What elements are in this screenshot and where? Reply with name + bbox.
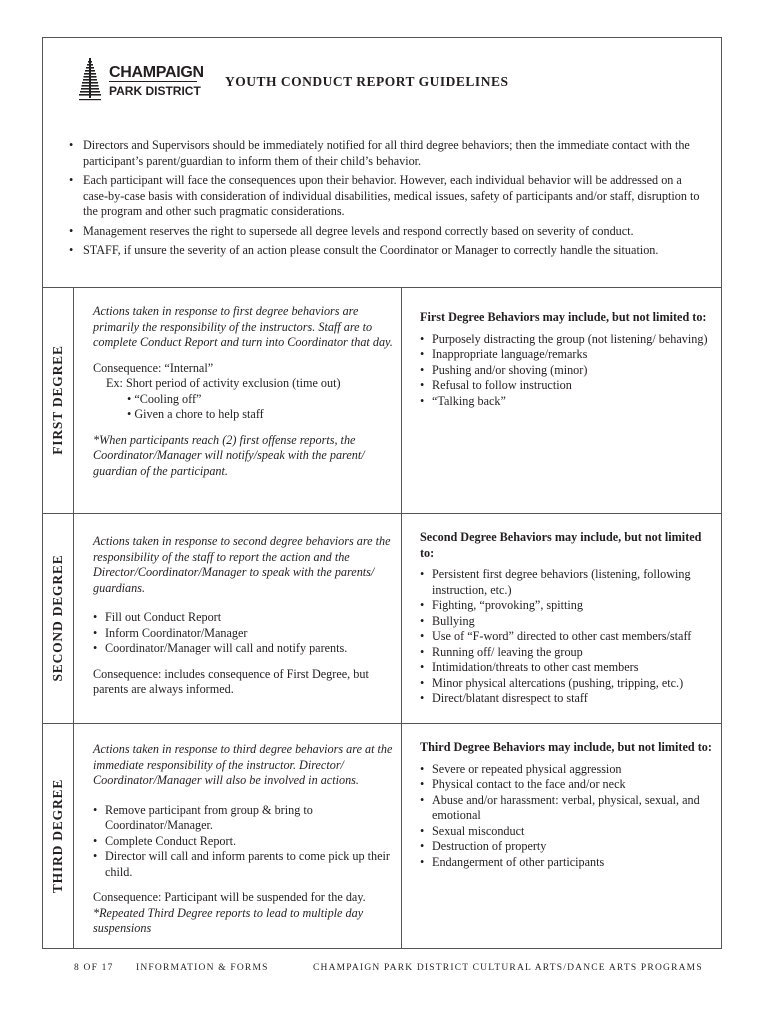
list-item: • Persistent first degree behaviors (listening, following instruction, etc.) bbox=[420, 567, 715, 598]
list-item: • Inappropriate language/remarks bbox=[420, 347, 715, 363]
page-frame bbox=[42, 37, 722, 949]
list-item: • Bullying bbox=[420, 614, 715, 630]
pine-tree-icon bbox=[79, 58, 101, 102]
first-sub-item: • “Cooling off” bbox=[93, 392, 393, 408]
list-item: • Sexual misconduct bbox=[420, 824, 715, 840]
header bbox=[43, 38, 721, 132]
footer-program: CHAMPAIGN PARK DISTRICT CULTURAL ARTS/DANCE ARTS PROGRAMS bbox=[313, 963, 703, 973]
second-degree-label: SECOND DEGREE bbox=[50, 554, 65, 682]
second-consequence: Consequence: includes consequence of First Degree, but parents are always informed. bbox=[93, 666, 369, 696]
second-degree-actions bbox=[93, 534, 393, 698]
first-behaviors-title: First Degree Behaviors may include, but not limited to: bbox=[420, 310, 707, 324]
list-item: • Physical contact to the face and/or neck bbox=[420, 777, 715, 793]
list-item: • Coordinator/Manager will call and notify parents. bbox=[93, 641, 393, 657]
logo-line-2: PARK DISTRICT bbox=[109, 84, 201, 98]
first-consequence: Consequence: “Internal” bbox=[93, 360, 214, 375]
footer-page-number: 8 OF 17 bbox=[74, 963, 114, 973]
list-item: • Destruction of property bbox=[420, 839, 715, 855]
second-actions-text: Actions taken in response to second degree behaviors are the responsibility of the staff to report the action and the Director/Coordinator/Manager to speak with the parents/ guardians. bbox=[93, 534, 391, 595]
page-title: YOUTH CONDUCT REPORT GUIDELINES bbox=[225, 74, 509, 89]
list-item: • Director will call and inform parents to come pick up their child. bbox=[93, 849, 393, 880]
second-degree-behaviors bbox=[420, 530, 715, 707]
third-degree-actions bbox=[93, 742, 393, 937]
third-consequence bbox=[93, 890, 393, 937]
first-note: *When participants reach (2) first offense reports, the Coordinator/Manager will notify/speak with the parent/ guardian of the participant. bbox=[93, 432, 365, 478]
first-degree-section bbox=[43, 287, 721, 513]
list-item: • Running off/ leaving the group bbox=[420, 645, 715, 661]
list-item: • Fill out Conduct Report bbox=[93, 610, 393, 626]
third-consequence-note: *Repeated Third Degree reports to lead to multiple day suspensions bbox=[93, 905, 364, 935]
list-item: • Intimidation/threats to other cast members bbox=[420, 660, 715, 676]
third-degree-section bbox=[43, 723, 721, 949]
third-actions-text: Actions taken in response to third degree behaviors are at the immediate responsibility of the instructor. Director/ Coordinator/Manager will also be involved in actions. bbox=[93, 742, 393, 787]
list-item: • Remove participant from group & bring to Coordinator/Manager. bbox=[93, 803, 393, 834]
list-item: • “Talking back” bbox=[420, 394, 715, 410]
third-consequence-text: Consequence: Participant will be suspended for the day. bbox=[93, 890, 366, 904]
first-degree-behaviors bbox=[420, 310, 715, 409]
list-item: • Minor physical altercations (pushing, tripping, etc.) bbox=[420, 676, 715, 692]
list-item: • Endangerment of other participants bbox=[420, 855, 715, 871]
list-item: • Use of “F-word” directed to other cast members/staff bbox=[420, 629, 715, 645]
intro-bullet: • Directors and Supervisors should be immediately notified for all third degree behaviors; then the immediate contact with the participant’s parent/guardian to inform them of their child’s behavior. bbox=[67, 138, 707, 169]
intro-guidelines bbox=[67, 138, 707, 263]
third-behaviors-title: Third Degree Behaviors may include, but not limited to: bbox=[420, 740, 712, 754]
first-degree-label: FIRST DEGREE bbox=[50, 345, 65, 455]
list-item: • Refusal to follow instruction bbox=[420, 378, 715, 394]
list-item: • Inform Coordinator/Manager bbox=[93, 626, 393, 642]
intro-bullet: • Management reserves the right to supersede all degree levels and respond correctly based on severity of conduct. bbox=[67, 224, 707, 240]
logo-line-1: CHAMPAIGN bbox=[109, 64, 204, 81]
list-item: • Complete Conduct Report. bbox=[93, 834, 393, 850]
list-item: • Abuse and/or harassment: verbal, physical, sexual, and emotional bbox=[420, 793, 715, 824]
list-item: • Severe or repeated physical aggression bbox=[420, 762, 715, 778]
intro-bullet: • Each participant will face the consequences upon their behavior. However, each individual behavior will be addressed on a case-by-case basis with consideration of individual disabilities, medical issues, safety of participants and/or staff, disruption to the program and other such pragmatic considerations. bbox=[67, 173, 707, 220]
second-behaviors-title: Second Degree Behaviors may include, but not limited to: bbox=[420, 530, 702, 560]
third-degree-behaviors bbox=[420, 740, 715, 870]
footer-section: INFORMATION & FORMS bbox=[136, 963, 269, 973]
first-degree-actions bbox=[93, 304, 393, 479]
first-example: Ex: Short period of activity exclusion (time out) bbox=[106, 376, 341, 390]
list-item: • Fighting, “provoking”, spitting bbox=[420, 598, 715, 614]
logo-rule bbox=[109, 81, 197, 82]
intro-bullet: • STAFF, if unsure the severity of an action please consult the Coordinator or Manager to correctly handle the situation. bbox=[67, 243, 707, 259]
first-actions-text: Actions taken in response to first degree behaviors are primarily the responsibility of the instructors. Staff are to complete Conduct Report and turn into Coordinator that day. bbox=[93, 304, 393, 349]
second-degree-section bbox=[43, 513, 721, 723]
list-item: • Purposely distracting the group (not listening/ behaving) bbox=[420, 332, 715, 348]
list-item: • Direct/blatant disrespect to staff bbox=[420, 691, 715, 707]
list-item: • Pushing and/or shoving (minor) bbox=[420, 363, 715, 379]
champaign-park-district-logo bbox=[79, 58, 209, 102]
first-sub-item: • Given a chore to help staff bbox=[93, 407, 393, 423]
third-degree-label: THIRD DEGREE bbox=[50, 778, 65, 894]
